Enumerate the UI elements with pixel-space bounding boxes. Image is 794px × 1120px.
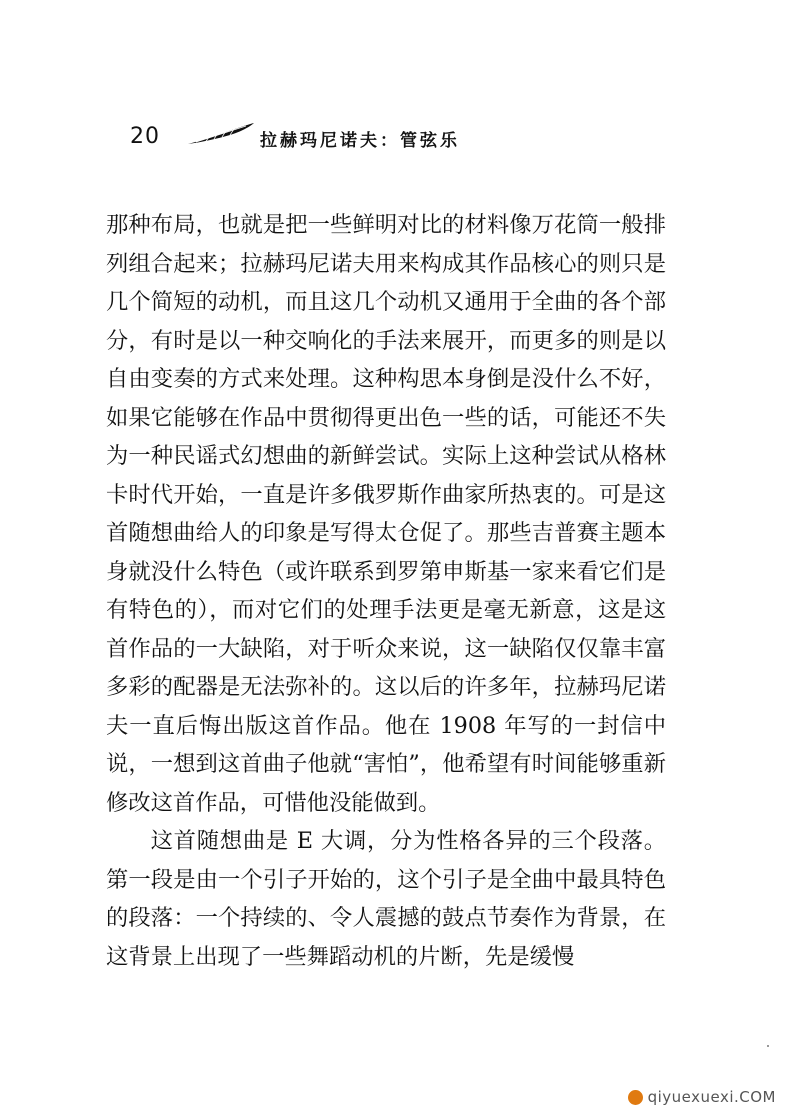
site-logo-icon bbox=[628, 1090, 643, 1105]
margin-mark bbox=[767, 1045, 769, 1047]
paragraph: 这首随想曲是 E 大调，分为性格各异的三个段落。第一段是由一个引子开始的，这个引子是全曲中最具特色的段落：一个持续的、令人震撼的鼓点节奏作为背景，在这背景上出现了一些舞蹈动机的片断，先是缓慢 bbox=[106, 828, 666, 970]
body-text bbox=[106, 206, 666, 976]
page-number: 20 bbox=[130, 124, 160, 149]
watermark bbox=[628, 1088, 776, 1106]
watermark-text: qiyuexuexi.COM bbox=[647, 1088, 776, 1106]
page-header bbox=[128, 118, 528, 158]
paragraph: 那种布局，也就是把一些鲜明对比的材料像万花筒一般排列组合起来；拉赫玛尼诺夫用来构成其作品核心的则只是几个简短的动机，而且这几个动机又通用于全曲的各个部分，有时是以一种交响化的手法来展开，而更多的则是以自由变奏的方式来处理。这种构思本身倒是没什么不好，如果它能够在作品中贯彻得更出色一些的话，可能还不失为一种民谣式幻想曲的新鲜尝试。实际上这种尝试从格林卡时代开始，一直是许多俄罗斯作曲家所热衷的。可是这首随想曲给人的印象是写得太仓促了。那些吉普赛主题本身就没什么特色（或许联系到罗第申斯基一家来看它们是有特色的），而对它们的处理手法更是毫无新意，这是这首作品的一大缺陷，对于听众来说，这一缺陷仅仅靠丰富多彩的配器是无法弥补的。这以后的许多年，拉赫玛尼诺夫一直后悔出版这首作品。他在 1908 年写的一封信中说，一想到这首曲子他就“害怕”，他希望有时间能够重新修改这首作品，可惜他没能做到。 bbox=[106, 212, 666, 816]
running-title: 拉赫玛尼诺夫：管弦乐 bbox=[260, 131, 460, 151]
quill-pen-icon bbox=[186, 122, 256, 148]
